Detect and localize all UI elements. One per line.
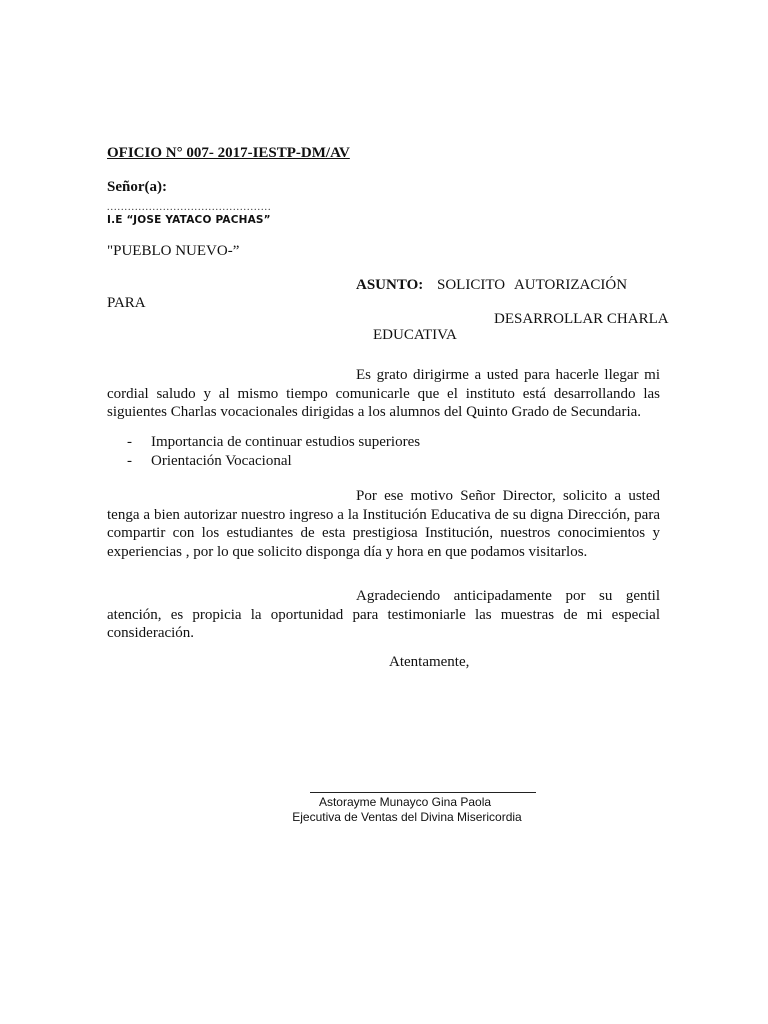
- subject-educativa: EDUCATIVA: [373, 327, 457, 343]
- list-item-text: Orientación Vocacional: [151, 452, 292, 469]
- school-name: I.E “JOSE YATACO PACHAS”: [107, 214, 271, 226]
- list-item-text: Importancia de continuar estudios superiores: [151, 434, 421, 450]
- document-title: OFICIO N° 007- 2017-IESTP-DM/AV: [107, 145, 350, 161]
- subject-para: PARA: [107, 295, 146, 311]
- list-dash: -: [127, 452, 132, 469]
- list-dash: -: [127, 434, 132, 450]
- body-paragraph-2: Por ese motivo Señor Director, solicito a usted tenga a bien autorizar nuestro ingreso a la Institución Educativa de su digna Dirección, para compartir con los estudiantes de esta prestigiosa Institución, nuestros conocimientos y experiencias , por lo que solicito disponga día y hora en que podamos visitarlos.: [107, 488, 660, 560]
- dotted-line: ...............................................: [107, 202, 272, 213]
- list-item: [127, 433, 420, 452]
- subject-label: ASUNTO:: [356, 277, 424, 293]
- closing: Atentamente,: [389, 654, 470, 670]
- body-paragraph-1: Es grato dirigirme a usted para hacerle llegar mi cordial saludo y al mismo tiempo comunicarle que el instituto está desarrollando las siguientes Charlas vocacionales dirigidas a los alumnos del Quinto Grado de Secundaria.: [107, 367, 660, 420]
- salutation: Señor(a):: [107, 179, 167, 195]
- signature-line: [310, 792, 536, 793]
- signature-name: Astorayme Munayco Gina Paola: [318, 795, 492, 809]
- topic-list: [127, 433, 420, 470]
- subject-text: SOLICITO AUTORIZACIÓN: [437, 277, 628, 293]
- subject-desarrollar: DESARROLLAR CHARLA: [494, 311, 669, 327]
- signature-role: Ejecutiva de Ventas del Divina Misericordia: [292, 810, 522, 824]
- list-item: [127, 452, 420, 471]
- location: "PUEBLO NUEVO-”: [107, 243, 240, 259]
- body-paragraph-3: Agradeciendo anticipadamente por su gentil atención, es propicia la oportunidad para testimoniarle las muestras de mi especial consideración.: [107, 588, 660, 641]
